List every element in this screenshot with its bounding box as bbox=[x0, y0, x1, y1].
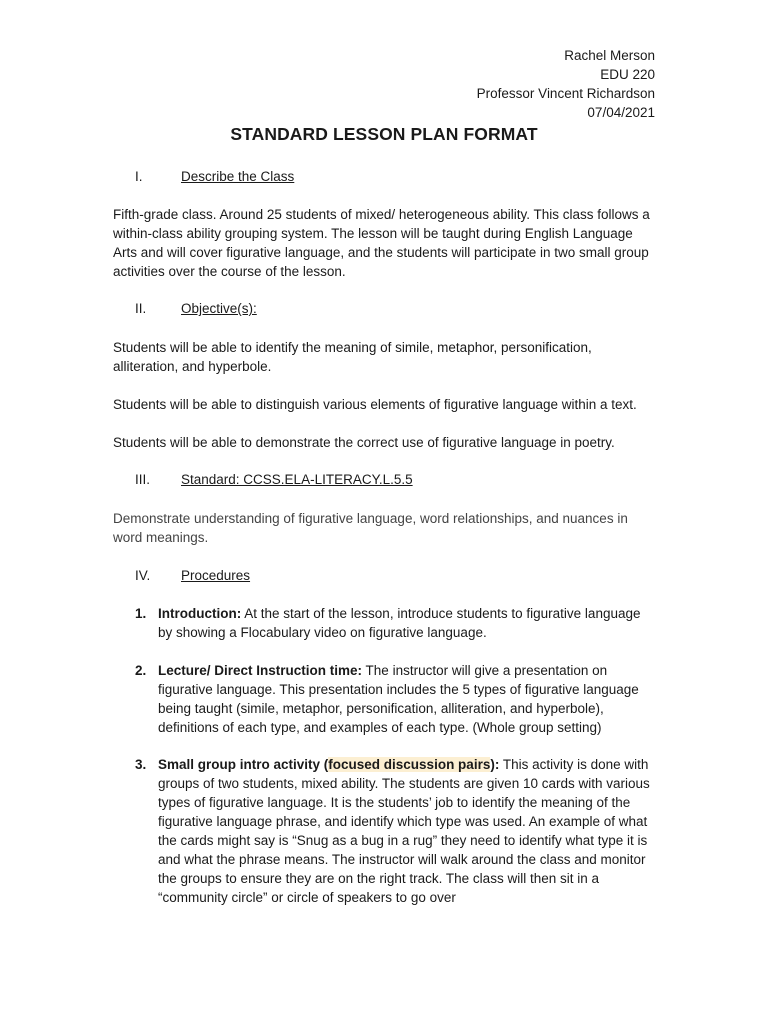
procedure-item-introduction bbox=[135, 604, 658, 642]
section-heading-describe-class bbox=[135, 167, 294, 186]
highlighted-term: focused discussion pairs bbox=[328, 757, 491, 772]
section-number: I. bbox=[135, 169, 143, 184]
item-number: 2. bbox=[135, 663, 147, 678]
standard-paragraph: Demonstrate understanding of figurative language, word relationships, and nuances in word meanings. bbox=[113, 511, 628, 545]
section-label: Describe the Class bbox=[181, 169, 295, 184]
objective-paragraph: Students will be able to identify the meaning of simile, metaphor, personification, alliteration, and hyperbole. bbox=[113, 340, 592, 374]
document-title: STANDARD LESSON PLAN FORMAT bbox=[230, 124, 538, 144]
list-item bbox=[135, 604, 658, 642]
item-heading: Lecture/ Direct Instruction time: bbox=[158, 663, 363, 678]
procedure-item-small-group bbox=[135, 755, 658, 907]
section-number: IV. bbox=[135, 568, 151, 583]
item-heading: Small group intro activity bbox=[158, 757, 321, 772]
professor-name: Professor Vincent Richardson bbox=[476, 86, 655, 101]
list-item bbox=[135, 661, 658, 737]
describe-class-paragraph: Fifth-grade class. Around 25 students of mixed/ heterogeneous ability. This class follows a within-class ability grouping system. The lesson will be taught during English Language Arts and will cover figurative language, and the students will participate in two small group activities over the course of the lesson. bbox=[113, 207, 650, 279]
item-paren-open: ( bbox=[320, 757, 329, 772]
document-date: 07/04/2021 bbox=[587, 105, 655, 120]
item-text: At the start of the lesson, introduce students to figurative language by showing a Flocabulary video on figurative language. bbox=[158, 606, 641, 640]
list-item bbox=[135, 755, 658, 907]
author-header bbox=[477, 46, 655, 122]
section-heading-standard bbox=[135, 470, 413, 489]
section-number: III. bbox=[135, 472, 151, 487]
section-heading-objectives bbox=[135, 299, 257, 318]
item-text: This activity is done with groups of two students, mixed ability. The students are given 10 cards with various types of figurative language. It is the students’ job to identify the meaning of the figurative language phrase, and identify which type was used. An example of what the cards might say is “Snug as a bug in a rug” they need to identify what type it is and what the phrase means. The instructor will walk around the class and monitor the groups to ensure they are on the right track. The class will then sit in a “community circle” or circle of speakers to go over bbox=[158, 757, 650, 905]
section-label: Procedures bbox=[181, 568, 251, 583]
item-paren-close: ): bbox=[490, 757, 500, 772]
objective-paragraph: Students will be able to demonstrate the correct use of figurative language in poetry. bbox=[113, 435, 615, 450]
section-heading-procedures bbox=[135, 566, 250, 585]
section-label: Objective(s): bbox=[181, 301, 257, 316]
course-code: EDU 220 bbox=[600, 67, 655, 82]
item-number: 3. bbox=[135, 757, 147, 772]
item-text: The instructor will give a presentation on figurative language. This presentation includes the 5 types of figurative language being taught (simile, metaphor, personification, alliteration, and hyperbole), definitions of each type, and examples of each type. (Whole group setting) bbox=[158, 663, 639, 735]
item-number: 1. bbox=[135, 606, 147, 621]
section-number: II. bbox=[135, 301, 147, 316]
author-name: Rachel Merson bbox=[564, 48, 655, 63]
section-label: Standard: CCSS.ELA-LITERACY.L.5.5 bbox=[181, 472, 413, 487]
item-heading: Introduction: bbox=[158, 606, 242, 621]
procedure-item-lecture bbox=[135, 661, 658, 737]
objective-paragraph: Students will be able to distinguish various elements of figurative language within a text. bbox=[113, 397, 637, 412]
